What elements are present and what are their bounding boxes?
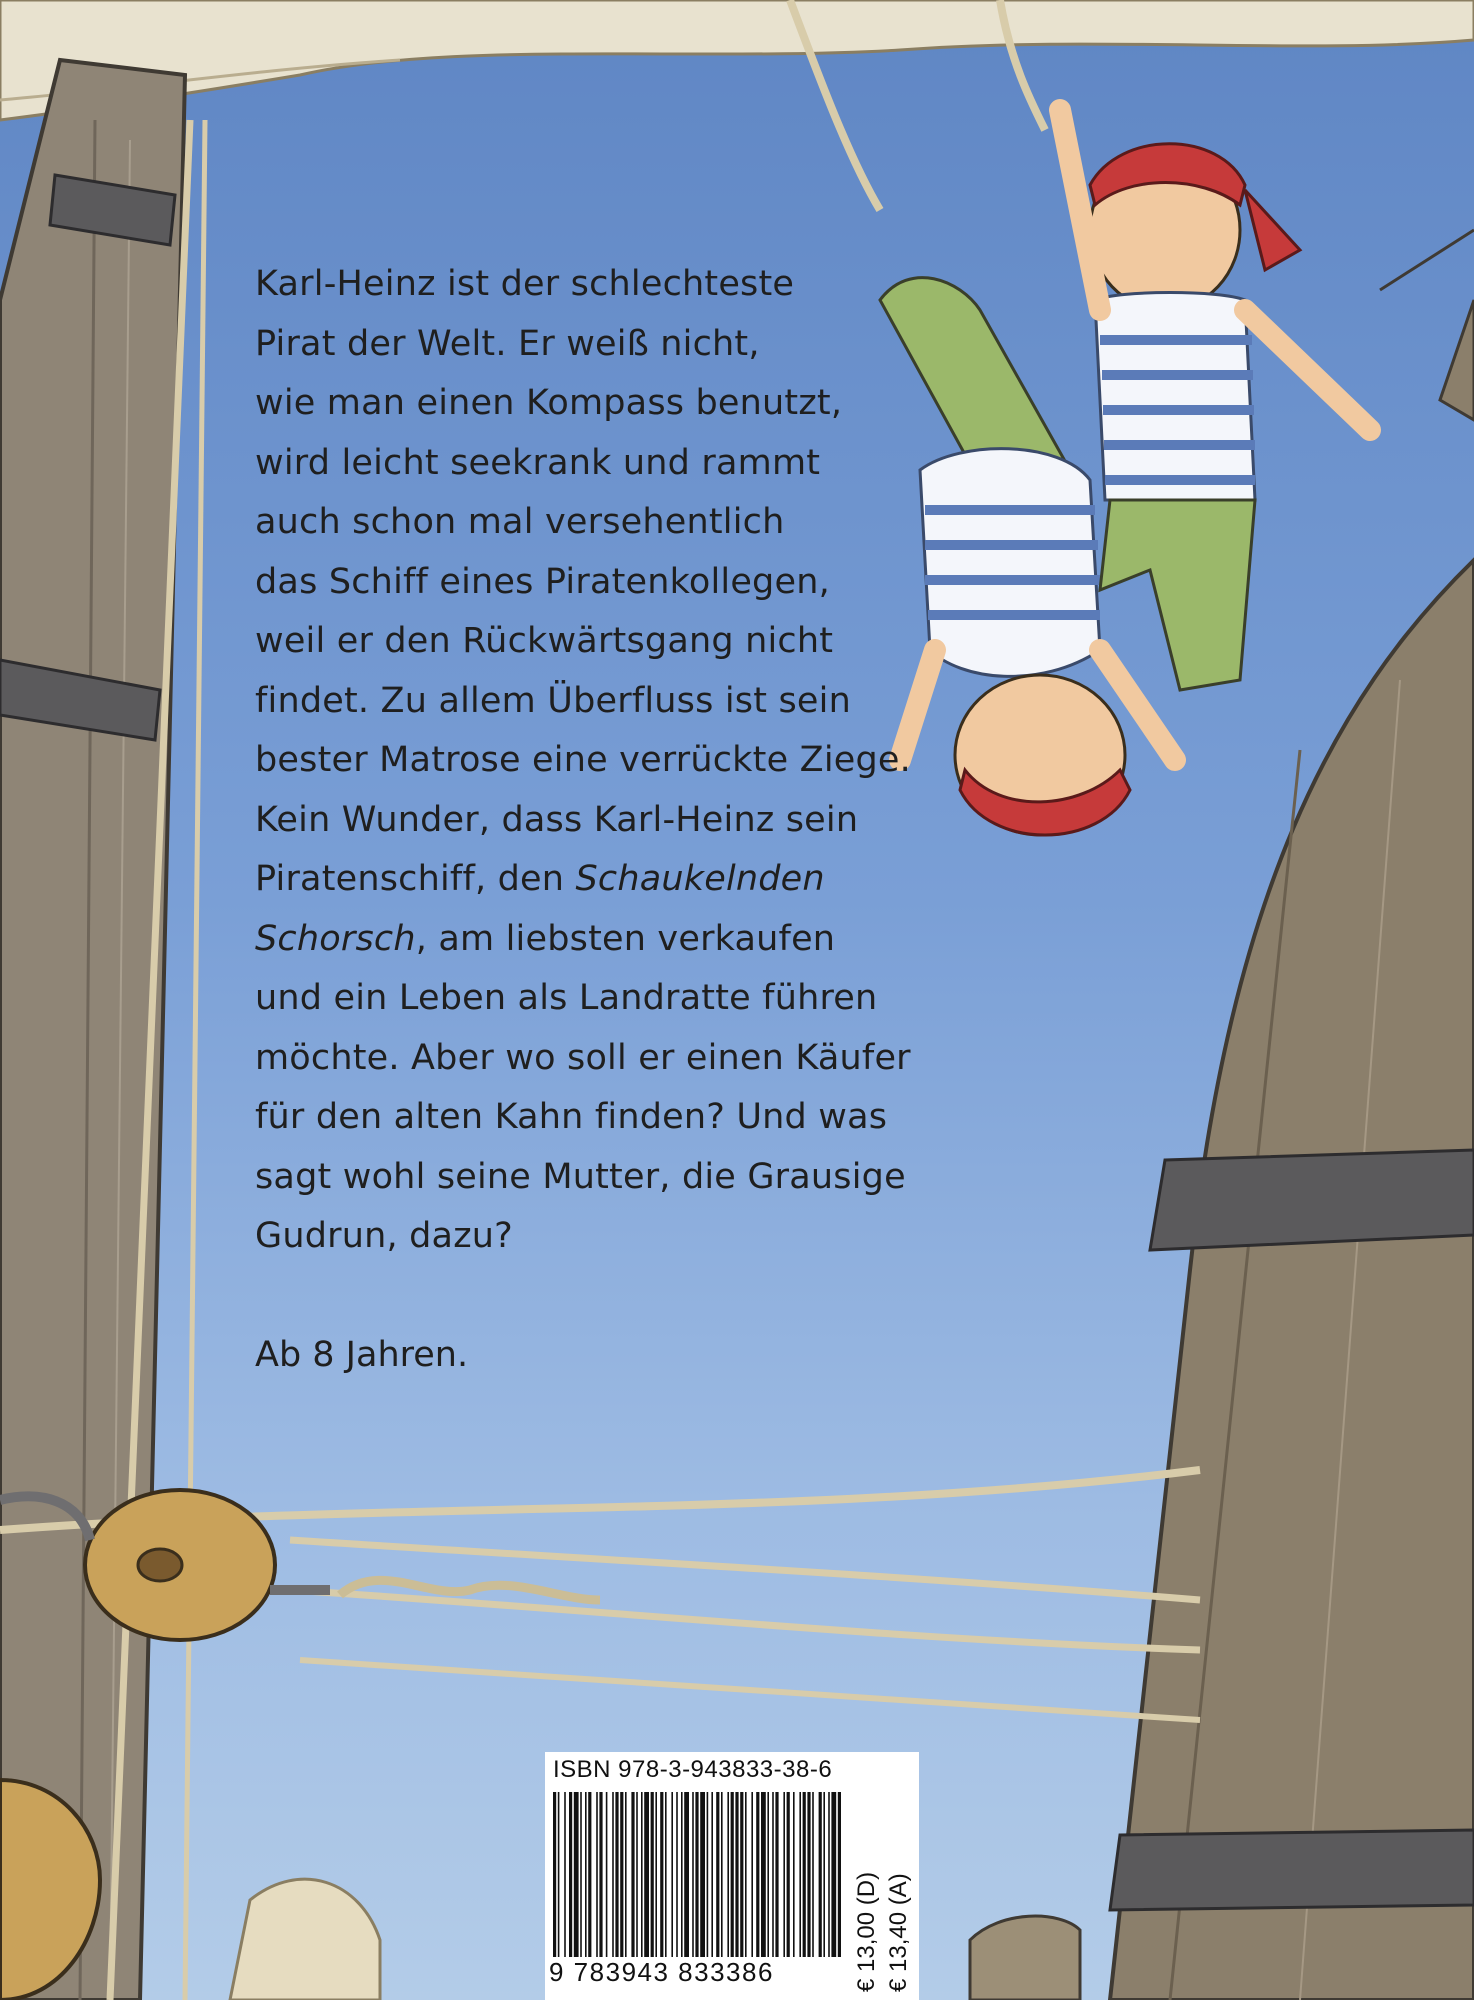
blurb-line: wie man einen Kompass benutzt, bbox=[255, 383, 843, 423]
blurb-line: auch schon mal versehentlich bbox=[255, 502, 785, 542]
barcode-stripe bbox=[671, 1792, 673, 1957]
barcode-stripe bbox=[660, 1792, 663, 1957]
barcode-stripe bbox=[695, 1792, 698, 1957]
barcode-stripe bbox=[564, 1792, 566, 1957]
barcode-stripe bbox=[553, 1792, 556, 1957]
barcode-stripe bbox=[812, 1792, 814, 1957]
barcode-stripe bbox=[574, 1792, 579, 1957]
barcode-stripe bbox=[620, 1792, 623, 1957]
barcode-stripe bbox=[731, 1792, 734, 1957]
blurb-fragment: , am liebsten verkaufen bbox=[415, 918, 836, 959]
barcode-label bbox=[545, 1752, 919, 2000]
barcode-stripe bbox=[580, 1792, 582, 1957]
barcode-stripe bbox=[665, 1792, 667, 1957]
blurb-line bbox=[255, 850, 975, 910]
price-block bbox=[845, 1752, 919, 2000]
upright-pirate bbox=[1060, 110, 1370, 690]
barcode-stripe bbox=[684, 1792, 689, 1957]
barcode-stripe bbox=[799, 1792, 801, 1957]
barcode-stripe bbox=[569, 1792, 572, 1957]
barcode-stripe bbox=[793, 1792, 795, 1957]
barcode-stripe bbox=[716, 1792, 719, 1957]
mast-band bbox=[1110, 1830, 1474, 1910]
barcode-stripe bbox=[707, 1792, 709, 1957]
barcode-stripe bbox=[751, 1792, 753, 1957]
barcode-stripe bbox=[761, 1792, 766, 1957]
barcode-stripe bbox=[831, 1792, 836, 1957]
barcode-stripe bbox=[615, 1792, 618, 1957]
ship-name-part-2: Schorsch bbox=[255, 918, 416, 959]
barcode-stripe bbox=[558, 1792, 560, 1957]
blurb-fragment: Piratenschiff, den bbox=[255, 859, 576, 899]
barcode-stripe bbox=[838, 1792, 841, 1957]
barcode-bars bbox=[553, 1792, 843, 1957]
barcode-stripe bbox=[596, 1792, 598, 1957]
barcode-stripe bbox=[585, 1792, 587, 1957]
blurb-line: wird leicht seekrank und rammt bbox=[255, 442, 821, 483]
barcode-stripe bbox=[651, 1792, 654, 1957]
barcode-stripe bbox=[625, 1792, 627, 1957]
barcode-stripe bbox=[772, 1792, 774, 1957]
blurb-line: bester Matrose eine verrückte Ziege. bbox=[255, 740, 911, 780]
blurb-line: weil er den Rückwärtsgang nicht bbox=[255, 621, 834, 661]
barcode-stripe bbox=[756, 1792, 759, 1957]
barcode-stripe bbox=[828, 1792, 830, 1957]
blurb-line: und ein Leben als Landratte führen bbox=[255, 978, 878, 1018]
barcode-stripe bbox=[819, 1792, 822, 1957]
barcode-stripe bbox=[631, 1792, 634, 1957]
barcode-stripe bbox=[612, 1792, 614, 1957]
blurb-line: das Schiff eines Piratenkollegen, bbox=[255, 561, 830, 602]
barcode-stripe bbox=[636, 1792, 638, 1957]
blurb-line: Gudrun, dazu? bbox=[255, 1216, 513, 1256]
rope bbox=[185, 120, 205, 2000]
barcode-stripe bbox=[721, 1792, 723, 1957]
barcode-stripe bbox=[711, 1792, 713, 1957]
barcode-stripe bbox=[775, 1792, 778, 1957]
barcode-stripe bbox=[807, 1792, 810, 1957]
blurb-line bbox=[255, 910, 975, 970]
barcode-stripe bbox=[641, 1792, 643, 1957]
blurb-line: Kein Wunder, dass Karl-Heinz sein bbox=[255, 799, 859, 840]
barcode-stripe bbox=[599, 1792, 602, 1957]
isbn-text: ISBN 978-3-943833-38-6 bbox=[553, 1756, 833, 1783]
barcode-stripe bbox=[767, 1792, 769, 1957]
barcode-stripe bbox=[787, 1792, 790, 1957]
barcode-stripe bbox=[783, 1792, 785, 1957]
barcode-stripe bbox=[676, 1792, 678, 1957]
barcode-stripe bbox=[740, 1792, 743, 1957]
blurb-line: sagt wohl seine Mutter, die Grausige bbox=[255, 1156, 906, 1197]
barcode-stripe bbox=[745, 1792, 747, 1957]
barcode-stripe bbox=[588, 1792, 591, 1957]
price-germany: € 13,00 (D) bbox=[853, 1871, 880, 1992]
age-recommendation: Ab 8 Jahren. bbox=[255, 1335, 469, 1375]
blurb-text bbox=[255, 255, 975, 1267]
blurb-line: Pirat der Welt. Er weiß nicht, bbox=[255, 323, 760, 364]
blurb-line: für den alten Kahn finden? Und was bbox=[255, 1097, 888, 1137]
barcode-stripe bbox=[644, 1792, 649, 1957]
sail bbox=[0, 0, 1474, 120]
blurb-line: möchte. Aber wo soll er einen Käufer bbox=[255, 1037, 911, 1078]
barcode-stripe bbox=[823, 1792, 825, 1957]
ship-name-part-1: Schaukelnden bbox=[575, 859, 825, 899]
barcode-stripe bbox=[727, 1792, 729, 1957]
right-mast bbox=[1110, 560, 1474, 2000]
barcode-stripe bbox=[803, 1792, 806, 1957]
barcode-stripe bbox=[692, 1792, 694, 1957]
price-austria: € 13,40 (A) bbox=[885, 1873, 912, 1992]
barcode-number: 9 783943 833386 bbox=[549, 1957, 774, 1987]
blurb-line: Karl-Heinz ist der schlechteste bbox=[255, 264, 795, 304]
barcode-stripe bbox=[681, 1792, 683, 1957]
barcode-stripe bbox=[655, 1792, 657, 1957]
barcode-stripe bbox=[700, 1792, 705, 1957]
barcode-stripe bbox=[606, 1792, 608, 1957]
barcode-stripe bbox=[735, 1792, 738, 1957]
mast-band bbox=[1150, 1150, 1474, 1250]
blurb-line: findet. Zu allem Überfluss ist sein bbox=[255, 680, 851, 721]
